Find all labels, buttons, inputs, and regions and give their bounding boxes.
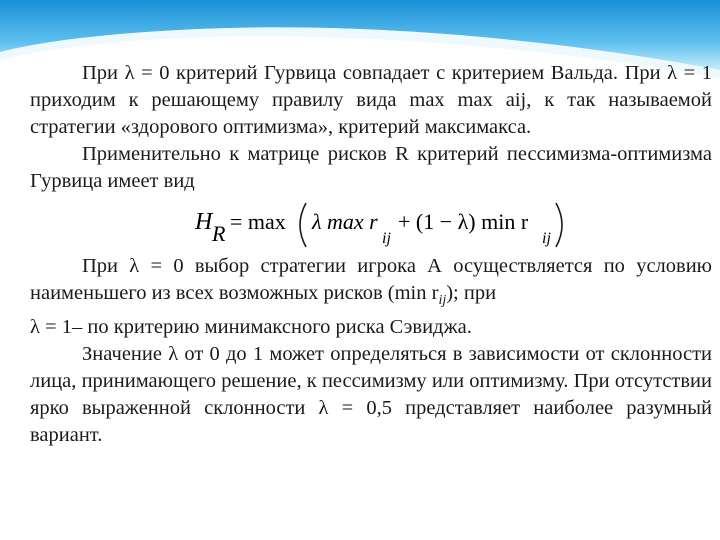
formula-part2: + (1 − λ) min r xyxy=(398,209,529,234)
formula-max: = max xyxy=(230,209,286,234)
paragraph-savage: λ = 1– по критерию минимаксного риска Сэвиджа. xyxy=(30,316,472,339)
document-body xyxy=(30,60,712,449)
paragraph-lambda-zero xyxy=(30,253,712,314)
formula-right-paren xyxy=(556,203,562,247)
paragraph-risk-matrix: Применительно к матрице рисков R критерий пессимизма-оптимизма Гурвица имеет вид xyxy=(30,143,712,192)
formula-h: H xyxy=(195,209,213,235)
formula-left-paren xyxy=(300,203,306,247)
formula-h-sub: R xyxy=(212,221,226,246)
text-lambda-zero-sub: ij xyxy=(438,293,447,309)
formula-sub2: ij xyxy=(542,230,551,247)
paragraph-wald xyxy=(30,60,712,141)
text-lambda-zero: При λ = 0 выбор стратегии игрока А осуществляется по условию наименьшего из всех возможных рисков (min r xyxy=(30,255,712,304)
formula-part1: λ max r xyxy=(312,209,378,234)
formula-svg xyxy=(190,195,570,253)
paragraph-lambda-value: Значение λ от 0 до 1 может определяться в зависимости от склонности лица, принимающего решение, к пессимизму или оптимизму. При отсутствии ярко выраженной склонности λ = 0,5 представляет наиболее разумный вариант. xyxy=(30,343,712,447)
formula-sub1: ij xyxy=(382,230,391,247)
text-maximax: При λ = 1 приходим к решающему правилу вида max max aij, к так называемой стратегии «здорового оптимизма», критерий максимакса. xyxy=(30,62,713,138)
hurwicz-formula xyxy=(30,195,712,253)
text-lambda-zero-end: ); при xyxy=(446,282,497,304)
text-wald-line: При λ = 0 критерий Гурвица совпадает с критерием Вальда. xyxy=(82,62,618,84)
